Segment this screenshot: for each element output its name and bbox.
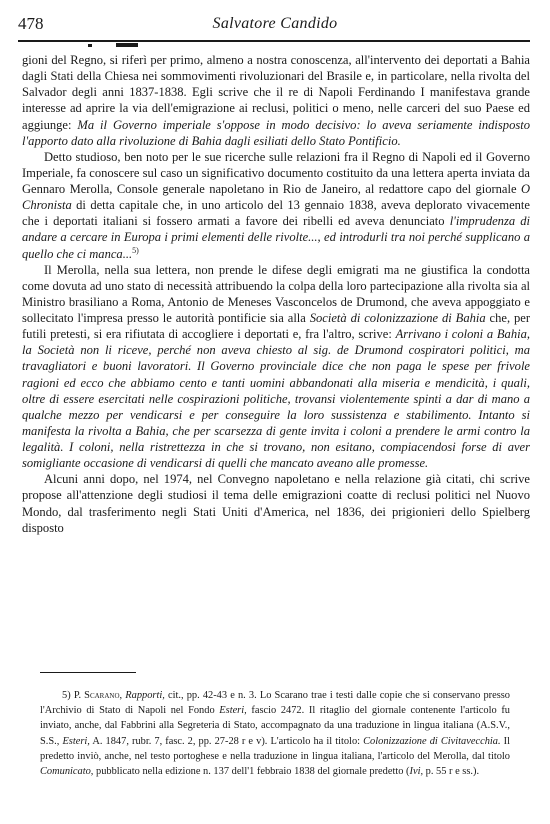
- footnote: [40, 688, 510, 779]
- text: Il Merolla, nella sua lettera, non prende le difese degli emigrati ma ne giustifica la condotta come dovuta ad uno stato di necessità attribuendo la colpa della loro partecipazione alla rivolta sia al Ministro brasiliano a Roma, Antonio de Meneses Vasconcelos de Drumond, che aveva appoggiato e sollecitato l'impresa presso le autorità pontificie sia alla: [22, 262, 530, 325]
- fondo: Esteri,: [219, 705, 247, 717]
- header-rule: [18, 40, 530, 42]
- society-name: Società di colonizzazione di Bahia: [309, 311, 486, 325]
- quote: Ma il Governo imperiale s'oppose in modo decisivo: lo aveva seriamente indisposto l'apporto dato alla rivoluzione di Bahia dagli esiliati dello Stato Pontificio.: [22, 117, 530, 148]
- paragraph: [22, 262, 530, 472]
- paragraph: [22, 149, 530, 262]
- text: pubblicato nella edizione n. 137 dell'1 febbraio 1838 del giornale predetto (: [93, 766, 410, 778]
- page-number: 478: [18, 14, 44, 33]
- footnote-rule: [40, 672, 136, 673]
- text: fascio 2472. Il ritaglio del giornale contenente l'articolo fu inviato, anche, dal Fabbrini alla Segreteria di Stato, accompagnato da una traduzione in lingua italiana (A.S.V., S.S.,: [40, 705, 510, 747]
- newspaper-title: O Chronista: [22, 182, 530, 213]
- paragraph: [22, 471, 530, 536]
- text: di detta capitale che, in uno articolo del 13 gennaio 1838, aveva deplorato vivacemente che i deportati italiani si fossero armati a favore dei ribelli ed aveva denunciato: [22, 198, 530, 229]
- text: Detto studioso, ben noto per le sue ricerche sulle relazioni fra il Regno di Napoli ed il Governo Imperiale, fa conoscere sul caso un significativo documento costituito da una lettera aperta inviata da Gennaro Merolla, Console generale napoletano in Rio de Janeiro, al redattore capo del giornale: [22, 149, 530, 196]
- fondo: Esteri,: [62, 735, 90, 747]
- ibid: Ivi,: [409, 766, 424, 778]
- body-text: [22, 52, 530, 536]
- text: Alcuni anni dopo, nel 1974, nel Convegno napoletano e nella relazione già citati, chi scrive propose all'attenzione degli studiosi il tema delle emigrazioni coatte di reclusi politici nel Nuovo Mondo, dal trasferimento negli Stati Uniti d'America, nel 1836, dei prigionieri dello Spielberg disposto: [22, 472, 530, 535]
- quote: l'imprudenza di andare a cercare in Europa i primi elementi delle rivolte..., ed introdurli tra noi perché supplicano a quello che ci manca...: [22, 214, 530, 261]
- text: Il predetto inviò, anche, nel testo portoghese e nella traduzione in lingua italiana, l'articolo del Merolla, dal titolo: [40, 735, 510, 762]
- text: che, per futili pretesti, si era rifiutata di accogliere i deportati e, fra l'altro, scrive:: [22, 311, 530, 342]
- text: A. 1847, rubr. 7, fasc. 2, pp. 27-28 r e v). L'articolo ha il titolo:: [89, 735, 364, 747]
- footnote-text: [40, 688, 510, 779]
- quote: Arrivano i coloni a Bahia, la Società non li riceve, perché non aveva chiesto al sig. de Drumond cospiratori politici, ma travagliatori e buoni lavoratori. Il Governo provinciale dice che non paga le spese per frivole ragioni ed ecco che abbiamo cento e tanti uomini abbandonati alla miseria e mendicità, i quali, oltre di essere esercitati nelle cospirazioni politiche, trovansi violentemente spinti a dar di mano a qualche mezzo per vendicarsi e per conseguire la loro sussistenza e stabilimento. Intanto si manifesta la rivolta a Bahia, che per scarsezza di gente invita i coloni a prendere le armi contro la legalità. I coloni, nella ristrettezza in che si trovano, non esitano, compiacendosi forse di aver somigliante occasione di vendicarsi di quelli che mancato aveano alle promesse.: [22, 327, 530, 471]
- rule-mark: [88, 44, 92, 47]
- rule-mark: [116, 43, 138, 47]
- work-title: Rapporti,: [125, 690, 165, 701]
- text: p. 55 r e ss.).: [423, 766, 480, 778]
- running-head: Salvatore Candido: [212, 15, 338, 32]
- footnote-marker: 5): [62, 690, 71, 701]
- article-title: Comunicato,: [40, 766, 94, 778]
- text: cit., pp. 42-43 e n. 3. Lo Scarano trae i testi dalle copie che si conservano presso l'Archivio di Stato di Napoli nel Fondo: [40, 690, 510, 717]
- text: gioni del Regno, si riferì per primo, almeno a nostra conoscenza, all'intervento dei deportati a Bahia dagli Stati della Chiesa nei sommovimenti rivoluzionari del Brasile e, in particolare, nella rivolta del Salvador degli anni 1837-1838. Egli scrive che il re di Napoli Ferdinando I manifestava grande interesse ad aprire la via dell'emigrazione ai reclusi, politici o meno, nelle carceri del suo Paese ed aggiunge:: [22, 53, 530, 132]
- author: P. Scarano,: [73, 690, 123, 701]
- paragraph: [22, 52, 530, 149]
- footnote-ref: 5): [132, 245, 139, 255]
- article-title: Colonizzazione di Civitavecchia.: [363, 735, 501, 747]
